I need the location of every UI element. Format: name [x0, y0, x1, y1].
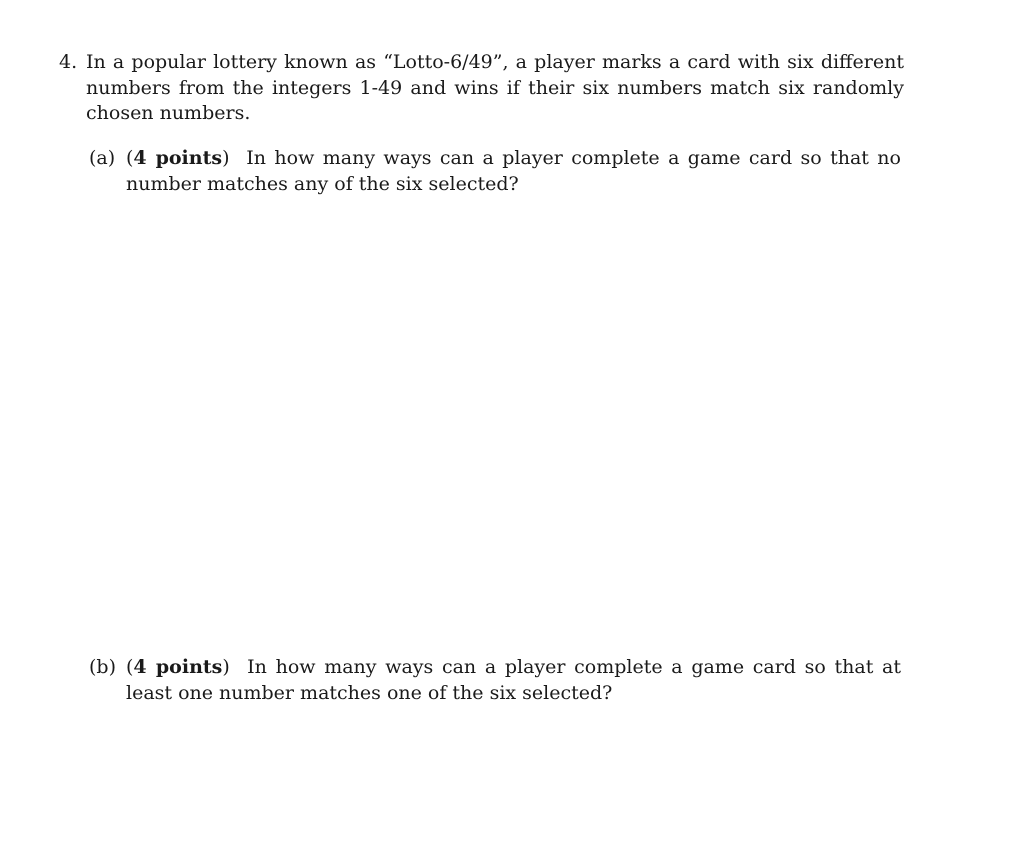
part-a-text: In how many ways can a player complete a game card so that no number matches any of the six selected?: [126, 147, 901, 195]
problem-number: 4.: [59, 51, 78, 73]
part-b-text: In how many ways can a player complete a game card so that at least one number matches one of the six selected?: [126, 656, 901, 704]
problem-4: [59, 50, 904, 127]
part-a-points-open: (: [126, 147, 134, 169]
problem-statement: In a popular lottery known as “Lotto-6/49”, a player marks a card with six different numbers from the integers 1-49 and wins if their six numbers match six randomly chosen numbers.: [86, 51, 904, 124]
part-b-label: (b): [89, 656, 116, 678]
part-b-points: 4 points: [133, 656, 223, 678]
part-a-points: 4 points: [133, 147, 223, 169]
part-a-label: (a): [89, 147, 116, 169]
part-a: [89, 146, 901, 197]
part-b-points-open: (: [126, 656, 134, 678]
part-a-question: [126, 146, 901, 197]
part-b-question: [126, 655, 901, 706]
part-a-points-close: ): [222, 147, 230, 169]
part-b: [89, 655, 901, 706]
part-b-points-close: ): [222, 656, 230, 678]
